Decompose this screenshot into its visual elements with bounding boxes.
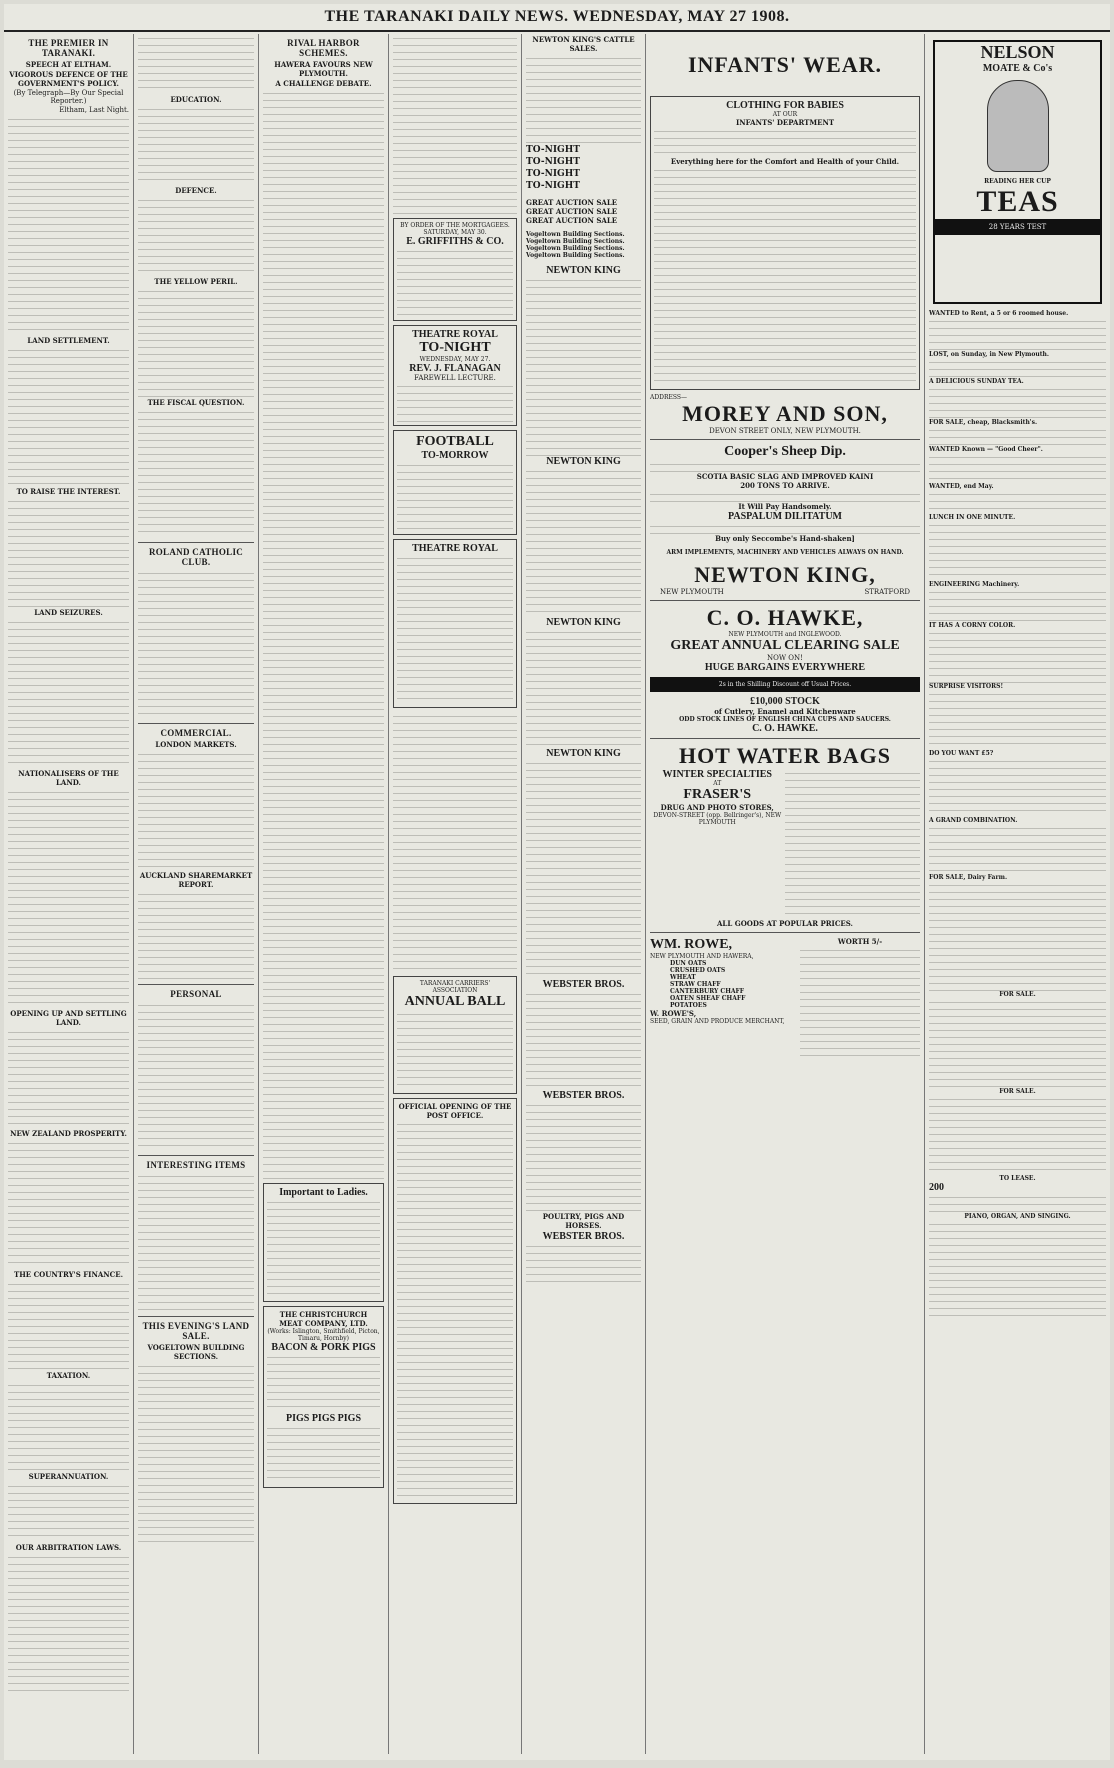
article-text-block <box>138 34 254 94</box>
classified-17: PIANO, ORGAN, AND SINGING. <box>964 1213 1071 1220</box>
cattle-sales-heading: NEWTON KING'S CATTLE SALES. <box>532 35 635 53</box>
webster-2: WEBSTER BROS. <box>542 1090 625 1101</box>
article-text-block <box>138 408 254 538</box>
ball-heading: ANNUAL BALL <box>404 994 506 1009</box>
article-text-block <box>8 1482 129 1542</box>
webster-1: WEBSTER BROS. <box>542 979 625 990</box>
ladies-heading: Important to Ladies. <box>279 1187 368 1198</box>
article-text-block <box>393 34 517 214</box>
article-text-block <box>393 712 517 972</box>
section-taxation: TAXATION. <box>46 1371 91 1380</box>
drug-stores: DRUG AND PHOTO STORES, <box>660 803 774 812</box>
newton-king-big: NEWTON KING, <box>694 562 876 587</box>
moate-heading: MOATE & Co's <box>982 63 1053 74</box>
article-text-block <box>138 1362 254 1542</box>
column-ads <box>646 34 925 1754</box>
classified-8: ENGINEERING Machinery. <box>929 581 1020 588</box>
column-1 <box>4 34 134 1754</box>
discount-banner: 2s in the Shilling Discount off Usual Prices. <box>650 677 920 692</box>
headline-harbor: RIVAL HARBOR SCHEMES. <box>287 38 360 58</box>
mortgagees-date: SATURDAY, MAY 30. <box>423 229 487 236</box>
secombe-line: Buy only Seccombe's Hand-shaken] <box>715 534 855 543</box>
nelson-moate-ad <box>933 40 1102 304</box>
scotia-line: SCOTIA BASIC SLAG AND IMPROVED KAINI <box>696 472 874 481</box>
byline: (By Telegraph—By Our Special Reporter.) <box>13 89 124 105</box>
poultry-heading: POULTRY, PIGS AND HORSES. <box>542 1212 625 1230</box>
section-yellow-peril: THE YELLOW PERIL. <box>154 277 238 286</box>
teas-heading: TEAS <box>976 185 1059 218</box>
popular-prices: ALL GOODS AT POPULAR PRICES. <box>717 919 853 928</box>
hawke-name-2: C. O. HAWKE. <box>752 723 818 734</box>
article-text-block <box>8 497 129 607</box>
article-text-block <box>8 788 129 1008</box>
newton-king-2: NEWTON KING <box>546 456 621 467</box>
column-2 <box>134 34 259 1754</box>
paspalum-heading: PASPALUM DILITATUM <box>728 511 842 522</box>
article-text-block <box>8 1381 129 1471</box>
article-text-block <box>138 105 254 185</box>
classified-16: TO LEASE. <box>999 1175 1036 1182</box>
infants-dept: INFANTS' DEPARTMENT <box>735 118 835 127</box>
article-text-block <box>138 890 254 980</box>
subhead-speech: SPEECH AT ELTHAM. <box>25 60 112 69</box>
rowe-items: DUN OATS CRUSHED OATS WHEAT STRAW CHAFF CANTERBURY CHAFF OATEN SHEAF CHAFF POTATOES <box>670 960 746 1009</box>
newton-king-1: NEWTON KING <box>546 265 621 276</box>
section-land-settlement: LAND SETTLEMENT. <box>27 336 110 345</box>
fraser-name: FRASER'S <box>683 787 752 802</box>
theatre-ad-2 <box>393 539 517 708</box>
nelson-heading: NELSON <box>980 42 1055 62</box>
classified-6: WANTED, end May. <box>929 483 994 490</box>
tons-line: 200 TONS TO ARRIVE. <box>740 481 830 490</box>
subhead-defence: VIGOROUS DEFENCE OF THE GOVERNMENT'S POLICY. <box>9 70 128 88</box>
fraser-address: DEVON-STREET (opp. Bellringer's), NEW PLYMOUTH <box>653 812 782 826</box>
stock-line: £10,000 STOCK <box>750 696 820 707</box>
classified-9: IT HAS A CORNY COLOR. <box>929 622 1016 629</box>
article-text-block <box>138 196 254 276</box>
section-defence: DEFENCE. <box>175 186 217 195</box>
article-text-block <box>526 628 641 748</box>
subhead-london-markets: LONDON MARKETS. <box>155 740 237 749</box>
pay-line: It Will Pay Handsomely. <box>738 502 832 511</box>
headline-land-sale: THIS EVENING'S LAND SALE. <box>142 1321 250 1341</box>
morey-name: MOREY AND SON, <box>682 401 888 426</box>
griffiths-ad <box>393 218 517 321</box>
football-heading: FOOTBALL <box>416 434 494 449</box>
article-text-block <box>526 1101 641 1211</box>
article-text-block <box>8 115 129 335</box>
webster-3: WEBSTER BROS. <box>542 1231 625 1242</box>
clothing-heading: CLOTHING FOR BABIES <box>726 100 844 111</box>
article-text-block <box>526 276 641 456</box>
meat-company-ad <box>263 1306 384 1488</box>
classified-5: WANTED Known — "Good Cheer". <box>929 446 1043 453</box>
odd-lines: ODD STOCK LINES OF ENGLISH CHINA CUPS AND SAUCERS. <box>679 716 891 723</box>
masthead <box>4 4 1110 32</box>
winter-specialties: WINTER SPECIALTIES <box>662 769 772 780</box>
infants-ad: CLOTHING FOR BABIES AT OUR INFANTS' DEPARTMENT Everything here for the Comfort and Health of your Child. <box>650 96 920 390</box>
column-3 <box>259 34 389 1754</box>
ball-ad <box>393 976 517 1094</box>
lease-number: 200 <box>929 1182 944 1193</box>
masthead-title: THE TARANAKI DAILY NEWS. WEDNESDAY, MAY 27 1908. <box>324 8 790 25</box>
column-8 <box>925 34 1110 1754</box>
football-tomorrow: TO-MORROW <box>421 450 489 461</box>
headline-catholic-club: ROLAND CATHOLIC CLUB. <box>148 547 244 567</box>
article-text-block <box>8 618 129 768</box>
lecture-title: FAREWELL LECTURE. <box>414 374 496 382</box>
subhead-hawera: HAWERA FAVOURS NEW PLYMOUTH. <box>274 60 373 78</box>
classified-14: FOR SALE. <box>999 991 1036 998</box>
article-text-block <box>526 759 641 979</box>
section-raise-interest: TO RAISE THE INTEREST. <box>16 487 121 496</box>
clearing-sale-heading: GREAT ANNUAL CLEARING SALE <box>670 638 900 653</box>
subhead-debate: A CHALLENGE DEBATE. <box>275 79 372 88</box>
classified-1: WANTED to Rent, a 5 or 6 roomed house. <box>929 310 1069 317</box>
column-4 <box>389 34 522 1754</box>
cutlery-line: of Cutlery, Enamel and Kitchenware <box>714 707 856 716</box>
article-text-block <box>8 1280 129 1370</box>
article-text-block <box>8 1028 129 1128</box>
article-text-block <box>526 54 641 144</box>
implements-line: ARM IMPLEMENTS, MACHINERY AND VEHICLES ALWAYS ON HAND. <box>666 549 904 556</box>
theatre-ad <box>393 325 517 426</box>
classified-3: A DELICIOUS SUNDAY TEA. <box>929 378 1024 385</box>
hot-water-bags: HOT WATER BAGS <box>678 743 892 768</box>
rowe-name: WM. ROWE, <box>650 937 733 952</box>
article-text-block <box>138 569 254 719</box>
post-office-ad <box>393 1098 517 1504</box>
lecturer-name: REV. J. FLANAGAN <box>409 363 501 374</box>
lady-illustration <box>987 80 1049 172</box>
section-fiscal: THE FISCAL QUESTION. <box>147 398 245 407</box>
classified-11: DO YOU WANT £5? <box>929 750 994 757</box>
section-education: EDUCATION. <box>170 95 222 104</box>
post-office-heading: OFFICIAL OPENING OF THE POST OFFICE. <box>398 1102 512 1120</box>
fraser-block: WINTER SPECIALTIES AT FRASER'S DRUG AND PHOTO STORES, DEVON-STREET (opp. Bellringer's), NEW PLYMOUTH <box>650 769 920 919</box>
meat-company-works: (Works: Islington, Smithfield, Picton, Timaru, Hornby) <box>267 1328 380 1342</box>
vogeltown-block: Vogeltown Building Sections. Vogeltown Building Sections. Vogeltown Building Sections. Vogeltown Building Sections. <box>526 231 625 259</box>
ball-org: TARANAKI CARRIERS' ASSOCIATION <box>419 980 491 994</box>
article-text-block <box>138 1172 254 1312</box>
headline-premier: THE PREMIER IN TARANAKI. <box>28 38 109 58</box>
meat-company-name: THE CHRISTCHURCH MEAT COMPANY, LTD. <box>279 1310 368 1328</box>
bacon-heading: BACON & PORK PIGS <box>271 1342 376 1353</box>
newton-king-places: NEW PLYMOUTH STRATFORD <box>660 588 910 596</box>
classified-10: SURPRISE VISITORS! <box>929 683 1004 690</box>
pigs-heading: PIGS PIGS PIGS <box>285 1413 362 1424</box>
section-opening-land: OPENING UP AND SETTLING LAND. <box>10 1009 127 1027</box>
article-text-block <box>8 346 129 486</box>
rowe-name-2: W. ROWE'S, <box>650 1009 697 1018</box>
dateline: Eltham, Last Night. <box>59 106 129 114</box>
headline-commercial: COMMERCIAL. <box>160 728 232 738</box>
cooper-heading: Cooper's Sheep Dip. <box>724 444 846 459</box>
newspaper-page <box>4 4 1110 1760</box>
section-nationalisers: NATIONALISERS OF THE LAND. <box>18 769 119 787</box>
newton-king-4: NEWTON KING <box>546 748 621 759</box>
tonight-date: WEDNESDAY, MAY 27. <box>419 356 491 363</box>
infants-wear-heading: INFANTS' WEAR. <box>687 52 883 77</box>
column-5 <box>522 34 646 1754</box>
subhead-auckland: AUCKLAND SHAREMARKET REPORT. <box>139 871 253 889</box>
rowe-sub: NEW PLYMOUTH AND HAWERA, <box>650 953 754 960</box>
classified-4: FOR SALE, cheap, Blacksmith's. <box>929 419 1038 426</box>
rowe-block <box>650 937 920 1056</box>
now-on: NOW ON! <box>767 654 803 662</box>
address-label: ADDRESS— <box>650 394 687 401</box>
classified-2: LOST, on Sunday, in New Plymouth. <box>929 351 1049 358</box>
section-arbitration: OUR ARBITRATION LAWS. <box>15 1543 122 1552</box>
subhead-vogeltown: VOGELTOWN BUILDING SECTIONS. <box>147 1343 245 1361</box>
morey-address: DEVON STREET ONLY, NEW PLYMOUTH. <box>709 427 861 435</box>
classified-15: FOR SALE. <box>999 1088 1036 1095</box>
bargains-line: HUGE BARGAINS EVERYWHERE <box>704 662 866 673</box>
hawke-name: C. O. HAWKE, <box>706 605 864 630</box>
worth-heading: WORTH 5/- <box>837 937 883 946</box>
ladies-notice <box>263 1183 384 1302</box>
classified-13: FOR SALE, Dairy Farm. <box>929 874 1008 881</box>
newton-king-3: NEWTON KING <box>546 617 621 628</box>
rowe-merchant: SEED, GRAIN AND PRODUCE MERCHANT, <box>650 1018 785 1025</box>
years-test: 28 YEARS TEST <box>935 219 1100 235</box>
great-auction-block: GREAT AUCTION SALE GREAT AUCTION SALE GREAT AUCTION SALE <box>526 198 618 225</box>
article-text-block <box>8 1139 129 1269</box>
headline-interesting: INTERESTING ITEMS <box>146 1160 246 1170</box>
everything-line: Everything here for the Comfort and Health of your Child. <box>670 157 900 166</box>
article-text-block <box>526 1242 641 1282</box>
reading-cup: READING HER CUP <box>984 178 1051 185</box>
section-superannuation: SUPERANNUATION. <box>28 1472 109 1481</box>
section-land-seizures: LAND SEIZURES. <box>34 608 103 617</box>
article-text-block <box>138 287 254 397</box>
article-text-block <box>526 467 641 617</box>
article-text-block <box>526 990 641 1090</box>
article-text-block <box>138 1001 254 1151</box>
theatre-name-2: THEATRE ROYAL <box>412 543 498 554</box>
griffiths-name: E. GRIFFITHS & CO. <box>406 236 504 247</box>
hawke-places: NEW PLYMOUTH and INGLEWOOD. <box>728 631 842 638</box>
mortgagees-heading: BY ORDER OF THE MORTGAGEES. <box>400 222 510 229</box>
article-text-block <box>263 89 384 1179</box>
classified-7: LUNCH IN ONE MINUTE. <box>929 514 1016 521</box>
section-prosperity: NEW ZEALAND PROSPERITY. <box>10 1129 127 1138</box>
article-text-block <box>138 750 254 870</box>
headline-personal: PERSONAL <box>170 989 222 999</box>
football-ad <box>393 430 517 535</box>
tonight-label: TO-NIGHT <box>419 340 491 355</box>
classified-12: A GRAND COMBINATION. <box>929 817 1018 824</box>
article-text-block <box>8 1553 129 1693</box>
section-finance: THE COUNTRY'S FINANCE. <box>13 1270 124 1279</box>
theatre-name: THEATRE ROYAL <box>412 329 498 340</box>
tonight-block: TO-NIGHT TO-NIGHT TO-NIGHT TO-NIGHT <box>526 145 580 191</box>
